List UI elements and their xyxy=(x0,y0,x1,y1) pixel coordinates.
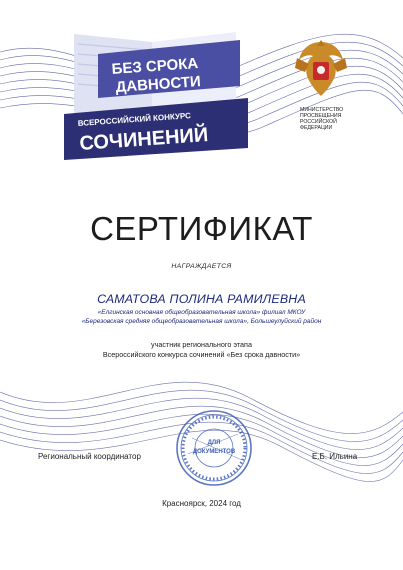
certificate-title: СЕРТИФИКАТ xyxy=(90,210,313,247)
ministry-line3: РОССИЙСКОЙ xyxy=(300,119,337,125)
recipient-name: САМАТОВА ПОЛИНА РАМИЛЕВНА xyxy=(97,292,306,306)
role-line2: Всероссийского конкурса сочинений «Без срока давности» xyxy=(102,349,301,359)
logo-line3: ВСЕРОССИЙСКИЙ КОНКУРС xyxy=(77,111,192,128)
contest-logo xyxy=(64,28,248,160)
ministry-line4: ФЕДЕРАЦИИ xyxy=(300,125,333,131)
school-info xyxy=(0,309,403,326)
stamp-line2: ДОКУМЕНТОВ xyxy=(192,449,236,455)
official-stamp xyxy=(172,408,256,488)
school-line1: «Елгинская основная общеобразовательная школа» филиал МКОУ xyxy=(97,309,306,316)
school-line2: «Березовская средняя общеобразовательная школа», Большеулуйский район xyxy=(81,317,322,325)
coordinator-label: Региональный координатор xyxy=(38,452,141,461)
participation-info xyxy=(0,340,403,359)
ministry-line1: МИНИСТЕРСТВО xyxy=(300,107,344,113)
stamp-line1: ДЛЯ xyxy=(207,440,221,446)
signer-name: Е.Б. Ильина xyxy=(312,452,358,461)
ministry-emblem-icon xyxy=(293,38,349,100)
ministry-name xyxy=(300,107,370,131)
logo-line2: ДАВНОСТИ xyxy=(115,73,202,96)
ministry-line2: ПРОСВЕЩЕНИЯ xyxy=(300,113,342,119)
role-line1: участник регионального этапа xyxy=(151,340,252,349)
logo-line4: СОЧИНЕНИЙ xyxy=(78,124,209,155)
place-and-date: Красноярск, 2024 год xyxy=(162,499,241,508)
awarded-label: НАГРАЖДАЕТСЯ xyxy=(171,263,232,270)
logo-line1: БЕЗ СРОКА xyxy=(111,54,199,78)
